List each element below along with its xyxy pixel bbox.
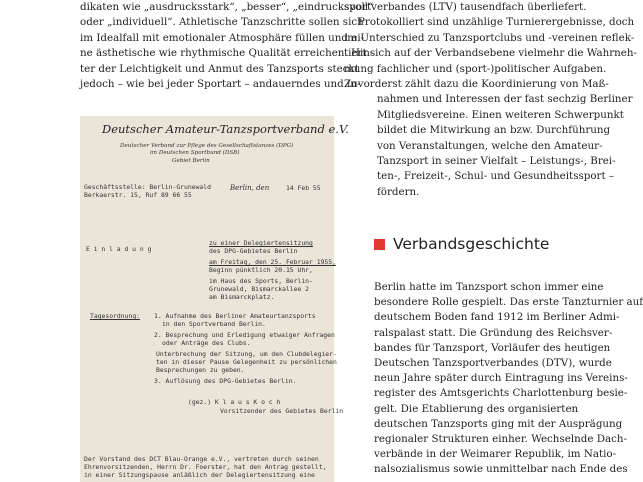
section-text <box>374 280 643 478</box>
letter-agenda-item: in den Sportverband Berlin. <box>162 320 266 328</box>
letter-agenda-item: 2. Besprechung und Erledigung etwaiger Anfragen <box>154 331 335 339</box>
letter-footer-line: in einer Sitzungspause anläßlich der Delegiertensitzung eine <box>84 471 315 479</box>
letter-date-label: Berlin, den <box>230 184 270 192</box>
right-text-line: Zuvorderst zählt dazu die Koordinierung von Maß- <box>344 78 609 91</box>
section-heading-text: Verbandsgeschichte <box>393 235 550 253</box>
section-text-line: regionaler Strukturen einher. Wechselnde Dach- <box>374 433 627 446</box>
letter-invitation-line: am Freitag, den 25. Februar 1955, <box>209 258 336 266</box>
left-text-line: dikaten wie „ausdrucksstark“, „besser“, „eindrucksvoll“ <box>80 1 374 13</box>
letter-invitation-line: im Haus des Sports, Berlin- <box>209 277 313 285</box>
section-text-line: neun Jahre später durch Eintragung ins Vereins- <box>374 372 628 385</box>
section-text-line: deutschem Boden fand 1912 im Berliner Admi- <box>374 311 620 324</box>
letter-footer-line: Der Vorstand des DCT Blau-Orange e.V., vertreten durch seinen <box>84 455 319 463</box>
letter-invitation-line: zu einer Delegiertensitzung <box>209 239 313 247</box>
right-text-line: Protokolliert sind unzählige Turnierergebnisse, doch <box>358 16 635 29</box>
right-text-column <box>344 0 638 200</box>
letter-signature: (gez.) K l a u s K o c h <box>188 398 281 406</box>
letter-invitation-line: des DPG-Gebietes Berlin <box>209 247 298 255</box>
letter-footer-line: Ehrenvorsitzenden, Herrn Dr. Foerster, hat den Antrag gestellt, <box>84 463 327 471</box>
right-text-line: im Unterschied zu Tanzsportclubs und -vereinen reflek- <box>344 31 635 44</box>
section-text-line: gelt. Die Etablierung des organisierten <box>374 402 579 415</box>
right-text-line: nahmen und Interessen der fast sechzig Berliner <box>377 93 633 106</box>
left-text-line: ne ästhetische wie rhythmische Qualität erreichen. Hin- <box>80 47 374 60</box>
letter-office: Berkaerstr. 15, Ruf 89 66 55 <box>84 191 192 199</box>
section-text-line: ralspalast statt. Die Gründung des Reichsver- <box>374 326 613 339</box>
letter-subtitle: Deutscher Verband zur Pflege des Gesellschaftstanzes (DPG) <box>120 143 294 149</box>
left-text-line: oder „individuell“. Athletische Tanzschritte sollen sich <box>80 16 364 29</box>
letter-agenda-item: ten in dieser Pause Gelegenheit zu persönlichen <box>156 358 337 366</box>
letter-date: 14 Feb 55 <box>286 184 321 192</box>
left-text-line: ter der Leichtigkeit und Anmut des Tanzsports steckt <box>80 62 359 75</box>
left-text-column <box>80 0 374 92</box>
section-text-line: besondere Rolle gespielt. Das erste Tanzturnier auf <box>374 296 643 309</box>
letter-agenda-item: Unterbrechung der Sitzung, um den Clubdelegier- <box>156 350 337 358</box>
right-text-line: fördern. <box>377 185 420 198</box>
right-text-line: bildet die Mitwirkung an bzw. Durchführung <box>377 124 611 137</box>
section-text-line: Berlin hatte im Tanzsport schon immer eine <box>374 281 604 293</box>
letter-scan-image <box>80 116 349 482</box>
left-text-line: im Idealfall mit emotionaler Atmosphäre füllen und ei- <box>80 31 365 44</box>
section-text-line: register des Amtsgerichts Charlottenburg besie- <box>374 387 628 400</box>
section-heading <box>374 235 549 253</box>
right-text-line: tiert sich auf der Verbandsebene vielmehr die Wahrneh- <box>344 47 638 60</box>
letter-office: Geschäftsstelle: Berlin-Grunewald <box>84 183 211 191</box>
letter-agenda-label: Tagesordnung: <box>90 312 141 320</box>
right-text-line: Mitgliedsvereine. Einen weiteren Schwerpunkt <box>377 108 624 121</box>
section-text-line: Deutschen Tanzsportverbandes (DTV), wurde <box>374 357 612 370</box>
letter-agenda-item: 3. Auflösung des DPG-Gebietes Berlin. <box>154 377 297 385</box>
letter-subtitle: im Deutschen Sportbund (DSB) <box>150 150 240 156</box>
letter-subtitle: Gebiet Berlin <box>172 158 210 164</box>
red-square-icon <box>374 239 385 250</box>
letter-agenda-item: oder Anträge des Clubs. <box>162 339 251 347</box>
section-text-line: bandes für Tanzsport, Vorläufer des heutigen <box>374 341 611 354</box>
right-text-line: Tanzsport in seiner Vielfalt – Leistungs-, Brei- <box>377 155 616 168</box>
section-text-line: deutschen Tanzsports ging mit der Ausprägung <box>374 417 623 430</box>
letter-einladung: E i n l a d u n g <box>86 245 152 253</box>
left-text-line: jedoch – wie bei jeder Sportart – andauerndes und in- <box>80 78 361 91</box>
letter-agenda-item: Besprechungen zu geben. <box>156 366 245 374</box>
right-text-line: ten-, Freizeit-, Schul- und Gesundheitssport – <box>377 170 615 183</box>
section-text-line: nalsozialismus sowie unmittelbar nach Ende des <box>374 463 628 476</box>
right-text-line: von Veranstaltungen, welche den Amateur- <box>377 139 603 152</box>
right-text-line: sportverbandes (LTV) tausendfach überliefert. <box>344 1 587 13</box>
right-text-line: mung fachlicher und (sport-)politischer Aufgaben. <box>344 62 607 75</box>
letter-signature-role: Vorsitzender des Gebietes Berlin <box>220 407 344 415</box>
letter-title: Deutscher Amateur-Tanzsportverband e.V. <box>102 122 349 136</box>
letter-invitation-line: Grunewald, Bismarckallee 2 <box>209 285 310 293</box>
letter-agenda-item: 1. Aufnahme des Berliner Amateurtanzsports <box>154 312 316 320</box>
section-text-line: verbände in der Weimarer Republik, im Natio- <box>374 448 617 461</box>
letter-invitation-line: Beginn pünktlich 20.15 Uhr, <box>209 266 313 274</box>
letter-invitation-line: am Bismarckplatz. <box>209 293 275 301</box>
